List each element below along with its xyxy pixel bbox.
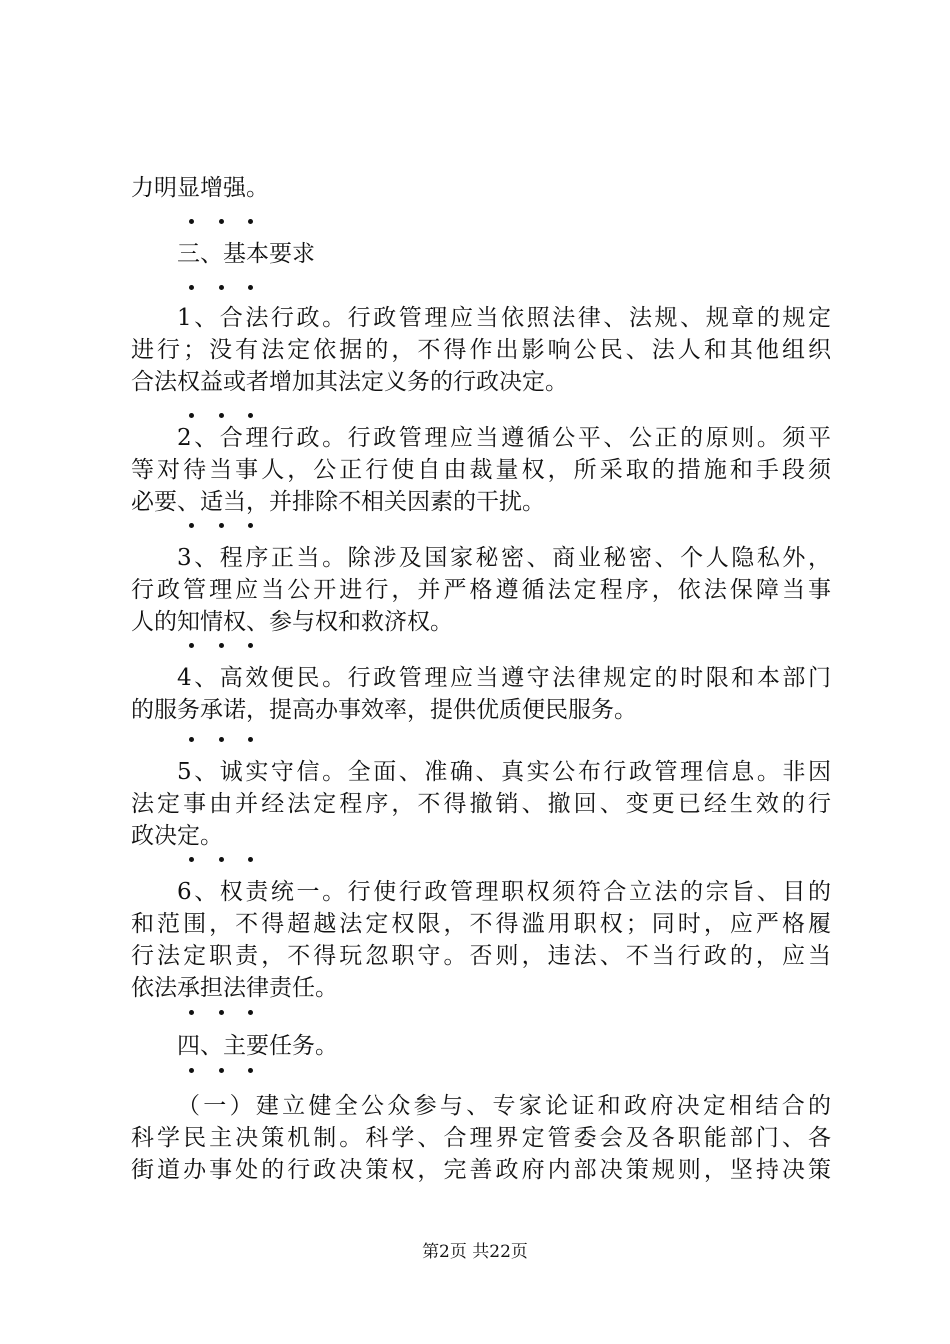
paragraph-line: 政决定。	[131, 823, 223, 849]
section-heading: 四、主要任务。	[177, 1033, 338, 1059]
paragraph-line: 必要、适当，并排除不相关因素的干扰。	[131, 489, 545, 515]
paragraph-line: 4、高效便民。行政管理应当遵守法律规定的时限和本部门	[177, 665, 831, 691]
section-heading: 三、基本要求	[177, 241, 315, 267]
paragraph-line: 科学民主决策机制。科学、合理界定管委会及各职能部门、各	[131, 1125, 831, 1151]
paragraph-line: 合法权益或者增加其法定义务的行政决定。	[131, 369, 568, 395]
ellipsis-separator	[189, 1006, 253, 1018]
ellipsis-separator	[189, 1064, 253, 1076]
paragraph-line: 行政管理应当公开进行，并严格遵循法定程序，依法保障当事	[131, 577, 831, 603]
paragraph-line: 力明显增强。	[131, 175, 269, 201]
paragraph-line: 等对待当事人，公正行使自由裁量权，所采取的措施和手段须	[131, 457, 831, 483]
paragraph-line: 的服务承诺，提高办事效率，提供优质便民服务。	[131, 697, 637, 723]
paragraph-line: （一）建立健全公众参与、专家论证和政府决定相结合的	[177, 1093, 831, 1119]
paragraph-line: 法定事由并经法定程序，不得撤销、撤回、变更已经生效的行	[131, 791, 831, 817]
paragraph-line: 1、合法行政。行政管理应当依照法律、法规、规章的规定	[177, 305, 831, 331]
paragraph-line: 5、诚实守信。全面、准确、真实公布行政管理信息。非因	[177, 759, 831, 785]
ellipsis-separator	[189, 853, 253, 865]
paragraph-line: 3、程序正当。除涉及国家秘密、商业秘密、个人隐私外，	[177, 545, 831, 571]
paragraph-line: 街道办事处的行政决策权，完善政府内部决策规则，坚持决策	[131, 1157, 831, 1183]
ellipsis-separator	[189, 639, 253, 651]
paragraph-line: 依法承担法律责任。	[131, 975, 338, 1001]
paragraph-line: 进行；没有法定依据的，不得作出影响公民、法人和其他组织	[131, 337, 831, 363]
paragraph-line: 人的知情权、参与权和救济权。	[131, 609, 453, 635]
paragraph-line: 2、合理行政。行政管理应当遵循公平、公正的原则。须平	[177, 425, 831, 451]
paragraph-line: 6、权责统一。行使行政管理职权须符合立法的宗旨、目的	[177, 879, 831, 905]
paragraph-line: 和范围，不得超越法定权限，不得滥用职权；同时，应严格履	[131, 911, 831, 937]
page-number-footer: 第2页 共22页	[422, 1242, 528, 1262]
ellipsis-separator	[189, 215, 253, 227]
ellipsis-separator	[189, 519, 253, 531]
ellipsis-separator	[189, 733, 253, 745]
paragraph-line: 行法定职责，不得玩忽职守。否则，违法、不当行政的，应当	[131, 943, 831, 969]
ellipsis-separator	[189, 281, 253, 293]
